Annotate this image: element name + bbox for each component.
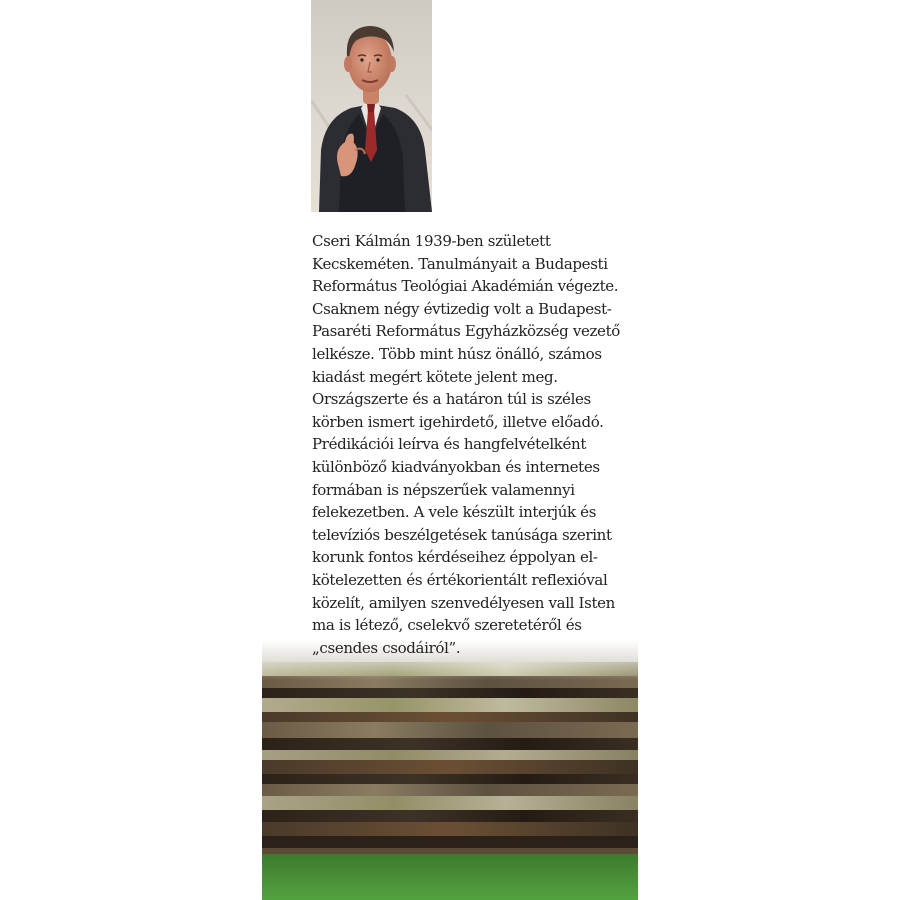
bio-line: Kecskeméten. Tanulmányait a Budapesti	[312, 254, 608, 273]
bio-line: Országszerte és a határon túl is széles	[312, 390, 591, 409]
bio-line: különböző kiadványokban és internetes	[312, 457, 600, 476]
bio-line: lelkésze. Több mint húsz önálló, számos	[312, 344, 602, 363]
bio-line: „csendes csodáiról”.	[312, 638, 461, 657]
bio-line: Cseri Kálmán 1939-ben született	[312, 232, 551, 250]
bio-line: kiadást megért kötete jelent meg.	[312, 367, 558, 386]
bio-line: Prédikációi leírva és hangfelvételként	[312, 435, 587, 454]
bio-line: kötelezetten és értékorientált reflexióval	[312, 570, 608, 589]
bio-line: Református Teológiai Akadémián végezte.	[312, 277, 619, 296]
bio-line: közelít, amilyen szenvedélyesen vall Isten	[312, 593, 615, 612]
bio-line: korunk fontos kérdéseihez éppolyan el-	[312, 548, 598, 567]
bio-line: Pasaréti Református Egyházközség vezető	[312, 322, 620, 341]
bio-line: felekezetben. A vele készült interjúk és	[312, 503, 597, 522]
biography-text	[312, 230, 620, 659]
author-portrait	[311, 0, 432, 212]
bio-line: formában is népszerűek valamennyi	[312, 480, 575, 499]
bio-line: ma is létező, cselekvő szeretetéről és	[312, 616, 582, 635]
bio-line: körben ismert igehirdető, illetve előadó.	[312, 412, 604, 431]
motion-blur-photo	[262, 640, 638, 900]
bio-line: televíziós beszélgetések tanúsága szerint	[312, 525, 612, 544]
bio-line: Csaknem négy évtizedig volt a Budapest-	[312, 299, 612, 318]
